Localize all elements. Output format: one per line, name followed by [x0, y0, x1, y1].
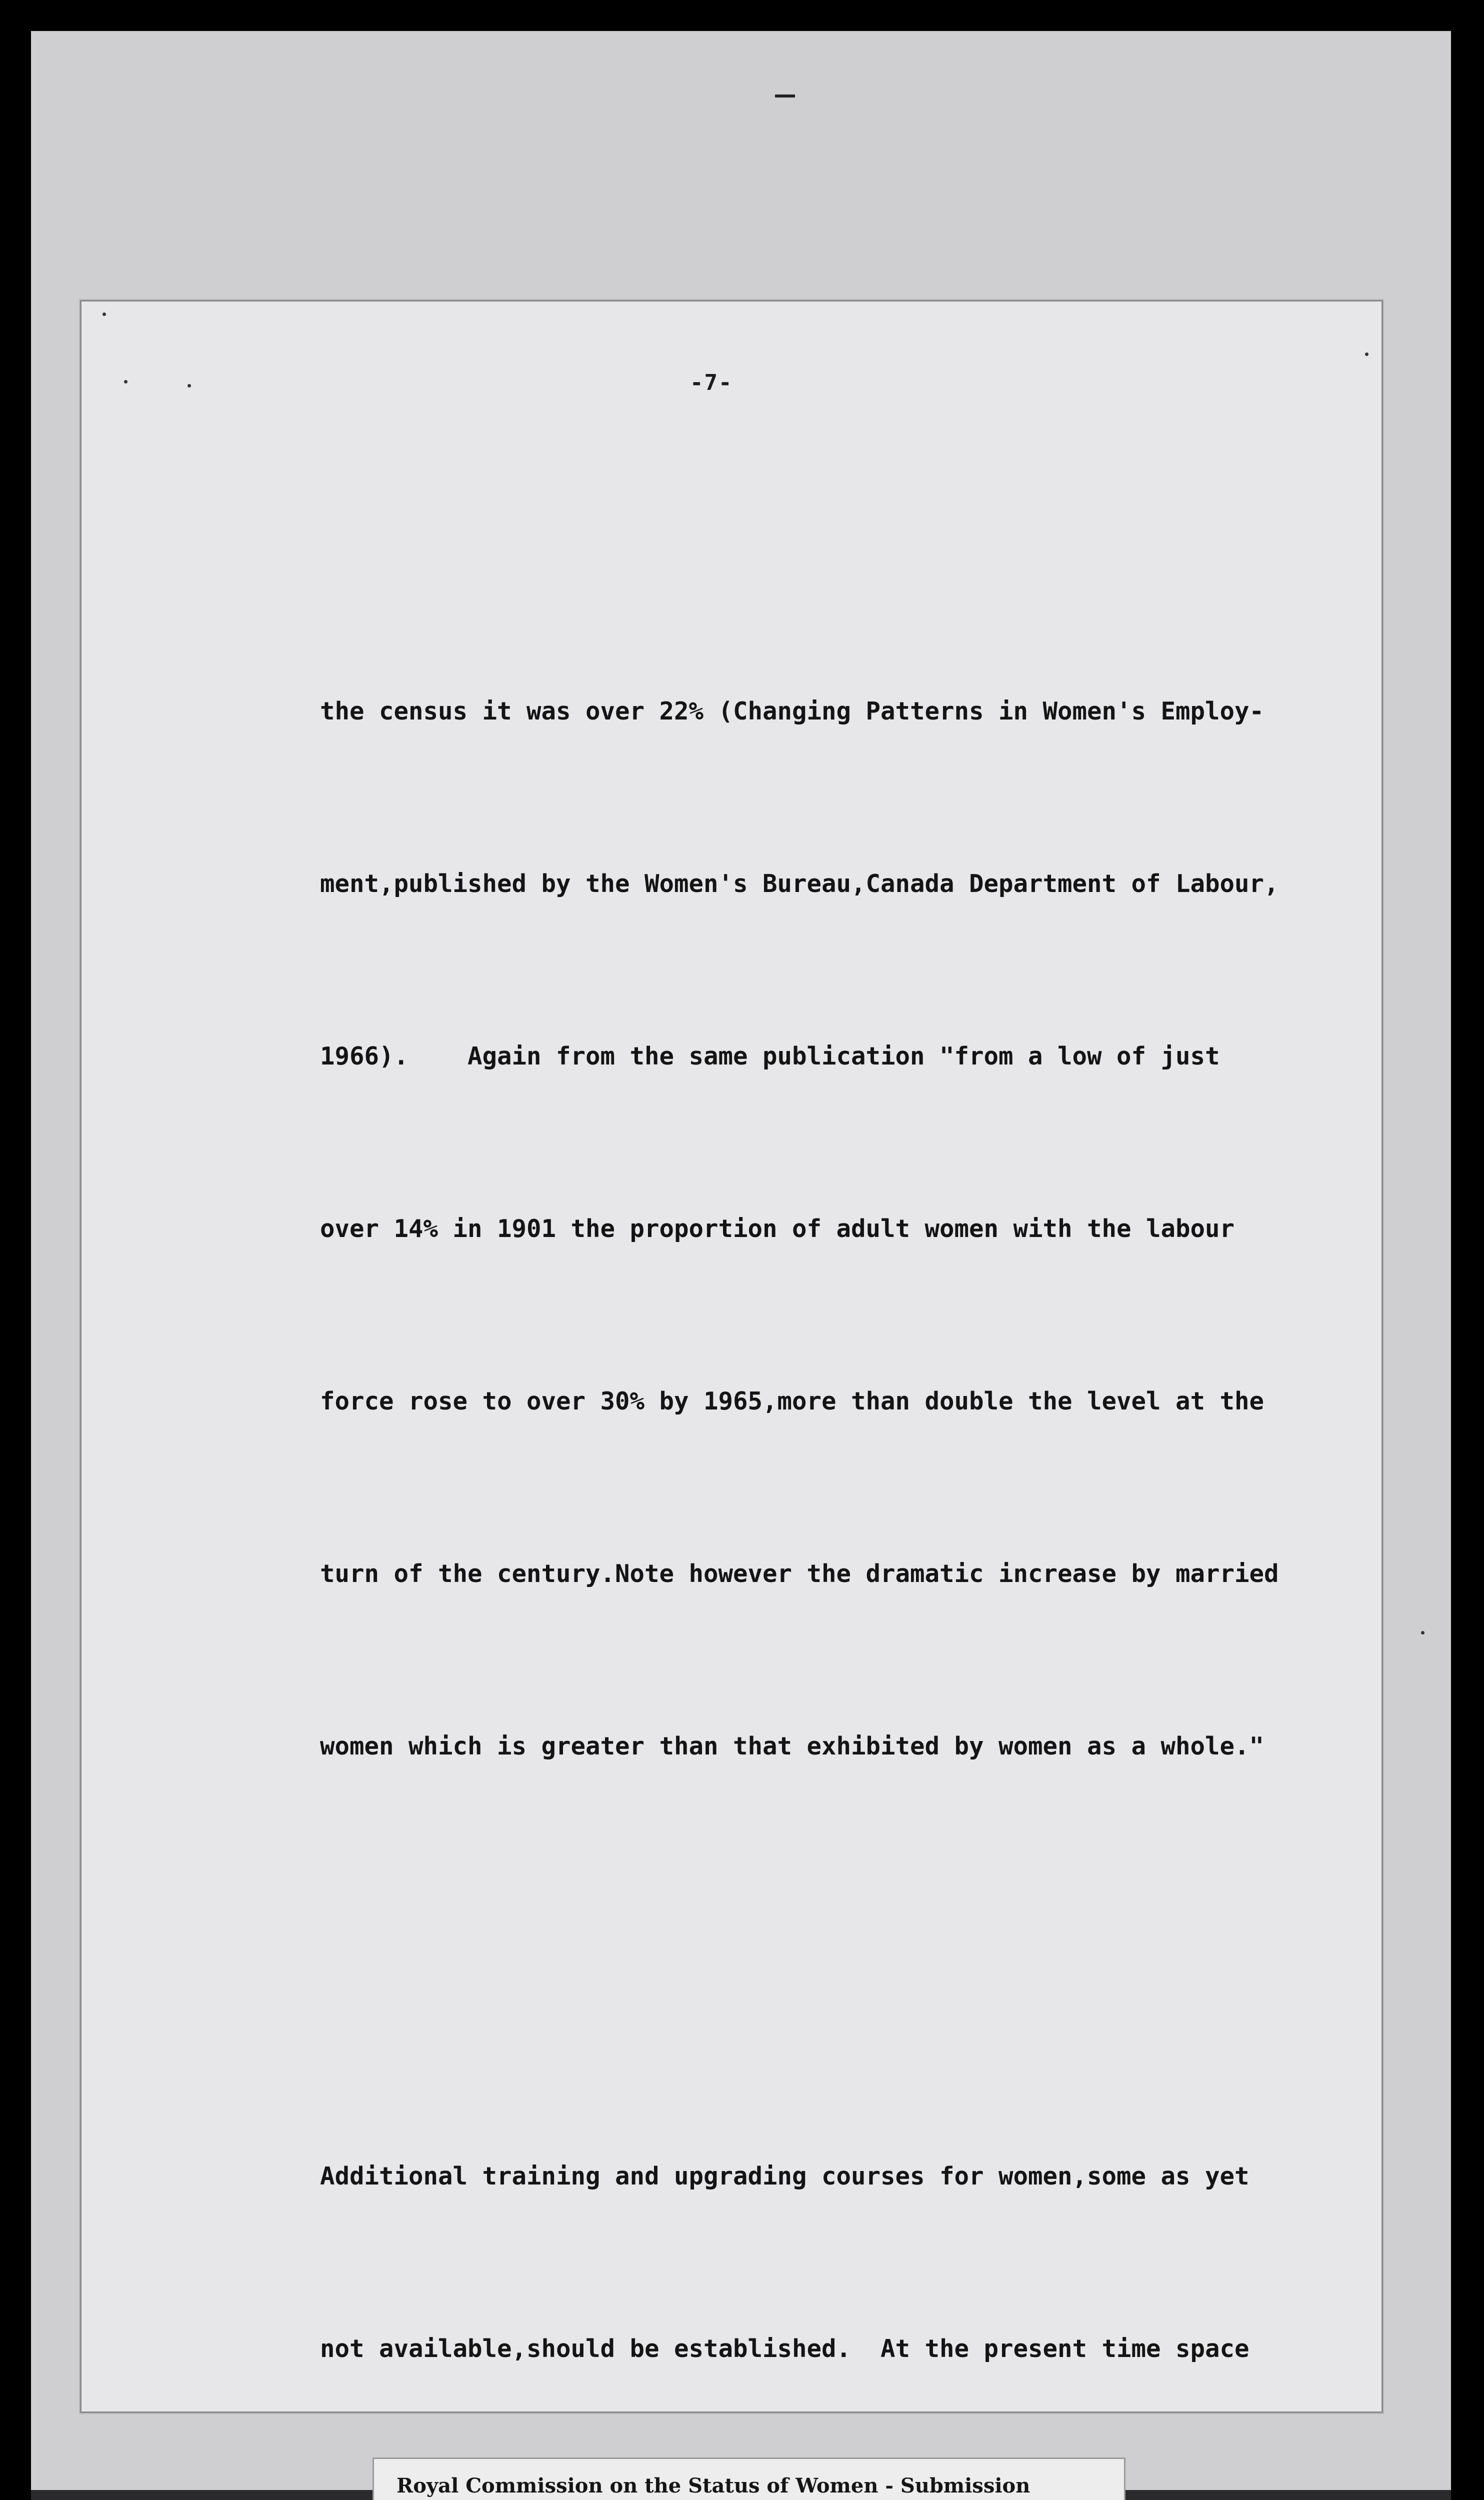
- text-line: not available,should be established. At the present time space: [320, 2334, 1250, 2363]
- page-speck: [124, 380, 128, 384]
- text-line: the census it was over 22% (Changing Patterns in Women's Employ-: [320, 697, 1264, 726]
- text-line: force rose to over 30% by 1965,more than double the level at the: [320, 1387, 1264, 1416]
- page-speck: [102, 312, 106, 316]
- text-line: women which is greater than that exhibited by women as a whole.": [320, 1732, 1264, 1760]
- page-speck: [1421, 1631, 1424, 1634]
- page-speck: [188, 384, 191, 388]
- text-line: turn of the century.Note however the dramatic increase by married: [320, 1560, 1279, 1588]
- archive-label-title: Royal Commission on the Status of Women - Submission: [396, 2474, 1030, 2498]
- text-line: 1966). Again from the same publication "from a low of just: [320, 1042, 1220, 1070]
- paragraph: [320, 2032, 1370, 2500]
- paragraph: [320, 568, 1370, 1890]
- text-line: Additional training and upgrading courses for women,some as yet: [320, 2162, 1250, 2190]
- text-line: ment,published by the Women's Bureau,Canada Department of Labour,: [320, 870, 1279, 898]
- text-line: over 14% in 1901 the proportion of adult women with the labour: [320, 1214, 1235, 1243]
- page-speck: [1365, 352, 1368, 356]
- page-number: -7-: [690, 370, 733, 396]
- document-body: [320, 452, 1370, 2500]
- backing-mark: [775, 94, 795, 98]
- archive-label: [372, 2458, 1126, 2500]
